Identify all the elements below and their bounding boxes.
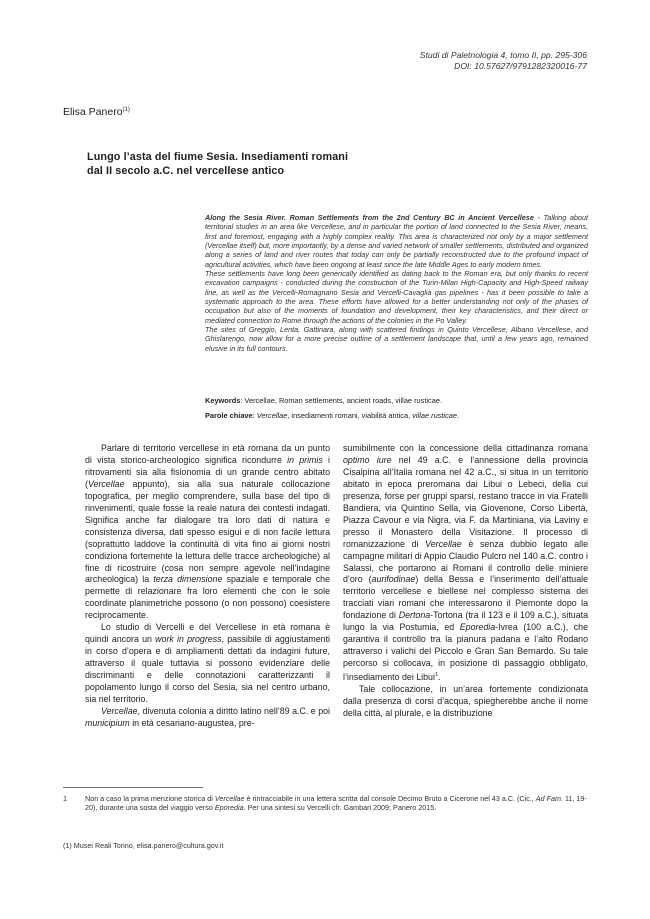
body-italic: municipium <box>85 717 130 728</box>
body-italic: optimo iure <box>343 454 392 465</box>
body-italic: Vercellae <box>101 705 138 716</box>
body-text: spaziale e temporale che permette di relazionare fra loro elementi che con le sole coordinate planimetriche possono (o non possono) coesistere reciprocamente. <box>85 574 330 621</box>
abstract-paragraph-2: These settlements have long been generically identified as dating back to the Roman era, but only thanks to recent excavation campaigns - conducted during the construction of the Turin-Milan High-Capacity and High-Speed railway line, as well as the Vercelli-Romagnano Sesia and Vercelli-Cavaglià gas pipelines - has it been possible to take a systematic approach to the area. These efforts have allowed for a better understanding not only of the phases of occupation but also of the moments of foundation and development, their key characteristics, and their direct or mediated connection to Rome through the actions of the colonies in the Po Valley. <box>205 269 588 325</box>
article-title <box>87 150 507 178</box>
body-text: ) della Bessa e l’inserimento dell’attuale territorio vercellese e biellese nel complesso sistema dei tracciati viari romani che interessarono il Piemonte dopo la fondazione di <box>343 574 588 621</box>
parole-chiave-text: . <box>457 411 460 420</box>
body-paragraph <box>85 622 330 706</box>
abstract <box>205 213 588 353</box>
footnote-text <box>85 794 588 813</box>
abstract-p1-text: - Talking about territorial studies in an area like Vercellese, and in particular the portion of land connected to the Sesia River, means, first and foremost, engaging with a highly complex reality. This area is characterized not only by a major settlement (Vercellae itself) but, more importantly, by a dense and varied network of smaller settlements, distributed and organized along a series of land and river routes that today can only be partially reconstructed due to the profound impact of agricultural activities, which have been ongoing at least since the late Middle Ages to early modern times. <box>205 213 588 269</box>
footnote-number: 1 <box>63 794 67 803</box>
abstract-paragraph-1 <box>205 213 588 269</box>
body-italic: Vercellae <box>87 478 125 489</box>
body-text: nel 49 a.C. e l’annessione della provincia Cisalpina all’Italia romana nel 42 a.C., si situa in un territorio abitato in epoca preromana dai Libui o Lebeci, della cui presenza, forse per gruppi sparsi, restano tracce in via Fratelli Bandiera, via Quintino Sella, via Giovenone, Corso Libertà, Piazza Cavour e via Nigra, via F. da Martiniana, via Laviny e presso il Monastero della Visitazione. Il processo di romanizzazione di <box>343 454 589 549</box>
body-italic: Vercellae <box>425 538 462 549</box>
body-text: Lo studio di Vercelli e del Vercellese in età romana è quindi ancora un <box>85 622 330 645</box>
body-text: appunto), sia alla sua naturale collocazione topografica, per meglio comprendere, sulla base del tipo di rinvenimenti, quale fosse la reale natura dei contesti indagati. Significa anche far dialogare tra loro dati di natura e consistenza diversa, dati spesso esigui e di non facile lettura (soprattutto laddove la continuità di vita fino ai giorni nostri condiziona fortemente la lettura delle tracce archeologiche) al fine di ricostruire (cosa non sempre agevole nell’indagine archeologica) la <box>85 478 330 585</box>
author-line <box>63 106 130 118</box>
parole-chiave-italic: Vercellae <box>256 411 288 420</box>
footnote-text-part: Non a caso la prima menzione storica di <box>85 794 215 803</box>
series-line: Studi di Paletnologia 4, tomo II, pp. 295-306 <box>419 50 587 60</box>
body-text: , divenuta colonia a diritto latino nell’89 a.C. e poi <box>137 705 330 716</box>
title-line-1: Lungo l’asta del fiume Sesia. Insediamenti romani <box>87 151 349 163</box>
body-text: i ritrovamenti sia alla fisionomia di un grande centro abitato ( <box>85 454 331 489</box>
abstract-lead: Along the Sesia River. Roman Settlements from the 2nd Century BC in Ancient Vercellese <box>205 213 534 222</box>
body-text: sumibilmente con la concessione della cittadinanza romana <box>343 443 588 453</box>
body-italic: aurifodinae <box>371 574 416 585</box>
body-text: -Ivrea (100 a.C.), che garantiva il controllo tra la pianura padana e l’alto Rodano attraverso i valichi del Piccolo e Gran San Bernardo. Su tale percorso si collocava, in posizione di passaggio obbligato, l’insediamento dei Libui <box>343 622 588 683</box>
author-affiliation: (1) Musei Reali Torino, elisa.panero@cultura.gov.it <box>63 841 224 850</box>
author-marker: (1) <box>122 107 130 113</box>
body-italic: work in progress <box>155 634 222 645</box>
parole-chiave-text: : <box>252 411 257 420</box>
body-text: Parlare di territorio vercellese in età romana da un punto di vista storico-archeologico significa ricondurre <box>85 443 330 465</box>
keywords-label: Keywords <box>205 396 241 405</box>
doi-line: DOI: 10.57627/9791282320016-77 <box>454 61 587 71</box>
parole-chiave-text: , insediamenti romani, viabilità antica, <box>287 411 413 420</box>
series-citation <box>267 50 587 72</box>
keywords <box>205 396 588 405</box>
body-text: , passibile di aggiustamenti in corso d’opera e di ampliamenti dettati da indagini future, attraverso il quale tuttavia si possono evidenziare delle discriminanti e delle connotazioni caratterizzanti il popolamento lungo il corso del Sesia, sia nel centro urbano, sia nel territorio. <box>85 634 331 705</box>
body-italic: Eporedia <box>459 622 496 633</box>
footnote-ref[interactable]: 1 <box>434 672 438 679</box>
body-italic: terza dimensione <box>153 574 223 585</box>
footnote-text-part: . Per una sintesi su Vercelli cfr. Gambari 2009; Panero 2015. <box>243 803 437 813</box>
author-name: Elisa Panero <box>63 106 123 118</box>
body-text: è senza dubbio legato alle campagne militari di Appio Claudio Pulcro nel 140 a.C. contro i Salassi, che portarono ai Romani il controllo delle miniere d’oro ( <box>343 538 589 585</box>
body-column-right <box>343 443 588 720</box>
body-italic: Dertona <box>398 610 431 621</box>
parole-chiave <box>205 411 588 420</box>
body-column-left <box>85 443 330 730</box>
body-paragraph <box>343 443 588 684</box>
body-text: -Tortona (tra il 123 e il 109 a.C.), situata lungo la via Postumia, ed <box>343 610 588 633</box>
body-text: in età cesariano-augustea, pre- <box>129 717 255 728</box>
footnote-italic: Eporedia <box>214 803 244 813</box>
body-paragraph <box>85 443 330 622</box>
parole-chiave-label: Parole chiave <box>205 411 253 420</box>
body-text: . <box>438 672 441 683</box>
parole-chiave-italic: villae rusticae <box>412 411 457 420</box>
footnote-1 <box>63 794 588 813</box>
keywords-value: : Vercellae, Roman settlements, ancient roads, villae rusticae. <box>240 396 443 405</box>
footnote-italic: Vercellae <box>214 794 245 803</box>
footnote-italic: Ad Fam. <box>535 794 563 803</box>
title-line-2: dal II secolo a.C. nel vercellese antico <box>87 165 285 177</box>
body-italic: in primis <box>287 454 323 465</box>
footnote-text-part: 11, 19-20), durante una sosta del viaggio verso <box>85 794 587 813</box>
abstract-paragraph-3: The sites of Greggio, Lenta, Gattinara, along with scattered findings in Quinto Vercellese, Albano Vercellese, and Ghislarengo, now allow for a more precise outline of a settlement landscape that, until a few years ago, remained elusive in its full contours. <box>205 325 588 353</box>
body-paragraph <box>85 706 330 730</box>
body-paragraph: Tale collocazione, in un’area fortemente condizionata dalla presenza di corsi d’acqua, spiegherebbe anche il nome della città, al plurale, e la distribuzione <box>343 684 588 718</box>
footnote-separator <box>63 787 203 788</box>
footnote-text-part: è rintracciabile in una lettera scritta dal console Decimo Bruto a Cicerone nel 43 a.C. (Cic., <box>244 794 536 803</box>
